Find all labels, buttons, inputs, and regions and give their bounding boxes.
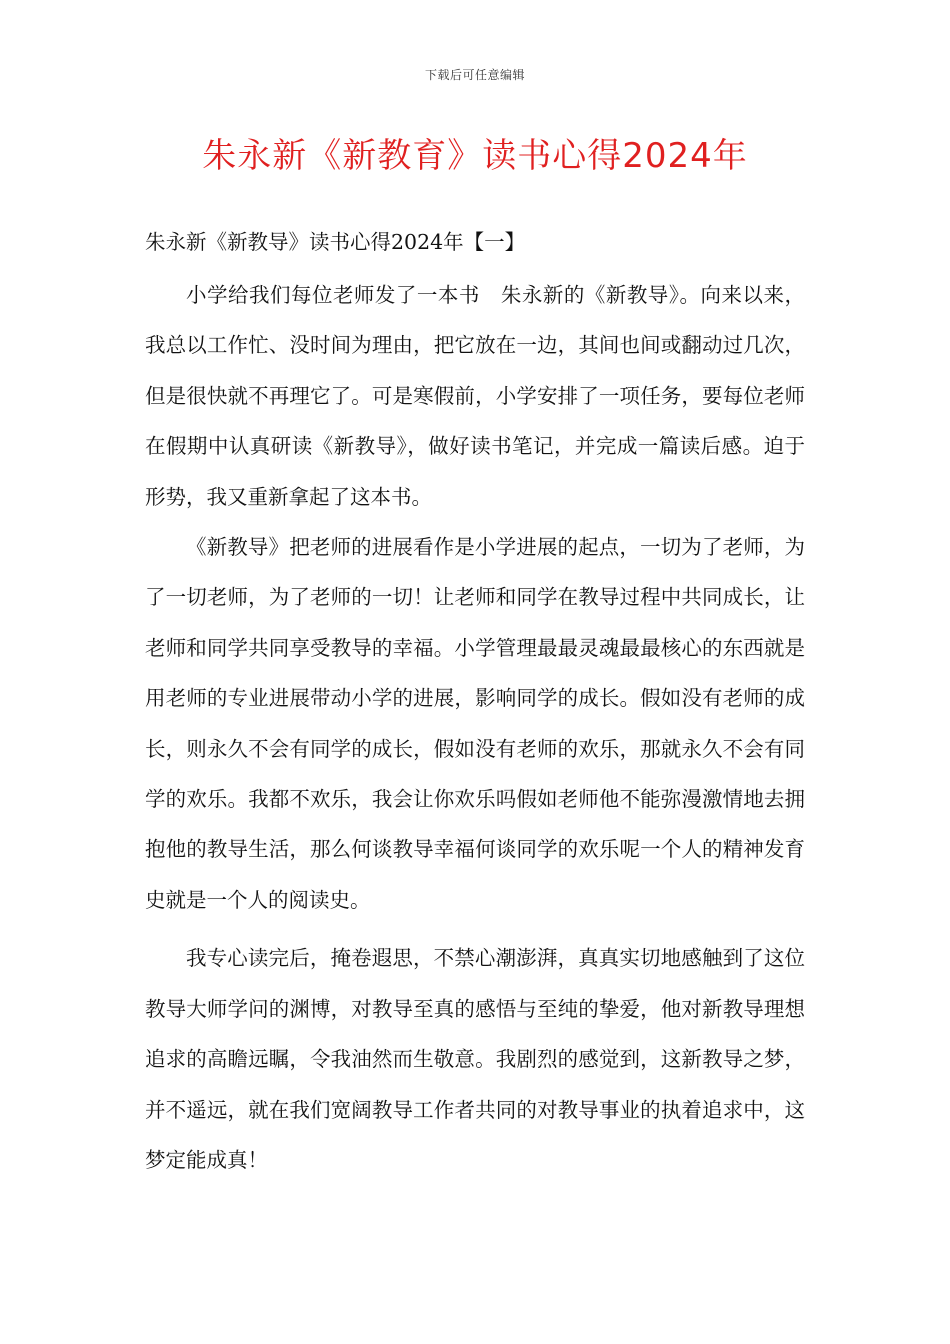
paragraph-2: 《新教导》把老师的进展看作是小学进展的起点，一切为了老师，为了一切老师，为了老师的一切！让老师和同学在教导过程中共同成长，让老师和同学共同享受教导的幸福。小学管理最最灵魂最最核心的东西就是用老师的专业进展带动小学的进展，影响同学的成长。假如没有老师的成长，则永久不会有同学的成长，假如没有老师的欢乐，那就永久不会有同学的欢乐。我都不欢乐，我会让你欢乐吗假如老师他不能弥漫激情地去拥抱他的教导生活，那么何谈教导幸福何谈同学的欢乐呢一个人的精神发育史就是一个人的阅读史。 (145, 535, 805, 912)
page-header-note: 下载后可任意编辑 (424, 68, 525, 82)
paragraph-1: 小学给我们每位老师发了一本书 朱永新的《新教导》。向来以来，我总以工作忙、没时间为理由，把它放在一边，其间也间或翻动过几次，但是很快就不再理它了。可是寒假前，小学安排了一项任务，要每位老师在假期中认真研读《新教导》，做好读书笔记，并完成一篇读后感。迫于形势，我又重新拿起了这本书。 (145, 283, 805, 509)
paragraph-3: 我专心读完后，掩卷遐思，不禁心潮澎湃，真真实切地感触到了这位教导大师学问的渊博，对教导至真的感悟与至纯的挚爱，他对新教导理想追求的高瞻远瞩，令我油然而生敬意。我剧烈的感觉到，这新教导之梦，并不遥远，就在我们宽阔教导工作者共同的对教导事业的执着追求中，这梦定能成真！ (145, 946, 805, 1172)
document-title: 朱永新《新教育》读书心得2024年 (202, 136, 748, 176)
document-body (145, 222, 805, 1185)
section-heading: 朱永新《新教导》读书心得2024年【一】 (145, 230, 526, 254)
